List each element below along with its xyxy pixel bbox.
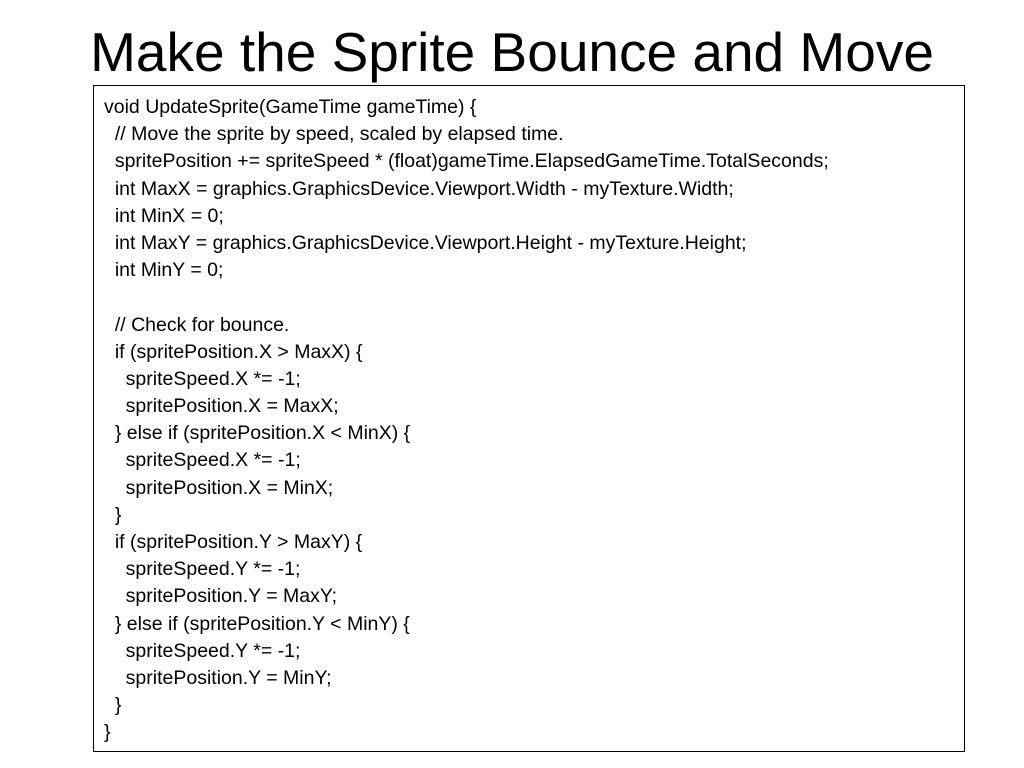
code-line: int MaxY = graphics.GraphicsDevice.Viewport.Height - myTexture.Height; <box>104 231 747 254</box>
code-line: // Move the sprite by speed, scaled by elapsed time. <box>104 123 564 146</box>
code-line: spritePosition.Y = MaxY; <box>104 585 338 608</box>
code-line: // Check for bounce. <box>104 313 290 336</box>
code-line: spritePosition.X = MaxX; <box>104 395 339 418</box>
code-line: spriteSpeed.Y *= -1; <box>104 639 301 662</box>
code-line: } else if (spritePosition.Y < MinY) { <box>104 612 410 635</box>
code-line: spritePosition.Y = MinY; <box>104 666 332 689</box>
code-line: spriteSpeed.X *= -1; <box>104 367 301 390</box>
code-line-blank <box>104 284 964 311</box>
code-line: spritePosition.X = MinX; <box>104 476 334 499</box>
code-line: } <box>104 721 111 744</box>
code-line: } else if (spritePosition.X < MinX) { <box>104 422 411 445</box>
code-line: int MaxX = graphics.GraphicsDevice.Viewport.Width - myTexture.Width; <box>104 177 734 200</box>
code-line: } <box>104 694 122 717</box>
code-line: if (spritePosition.Y > MaxY) { <box>104 531 363 553</box>
code-line: if (spritePosition.X > MaxX) { <box>104 340 363 363</box>
code-line: int MinX = 0; <box>104 204 224 227</box>
code-listing-box <box>93 85 965 752</box>
code-line: int MinY = 0; <box>104 259 224 282</box>
code-line: spriteSpeed.X *= -1; <box>104 449 301 472</box>
code-line: void UpdateSprite(GameTime gameTime) { <box>104 96 477 118</box>
code-line: spritePosition += spriteSpeed * (float)gameTime.ElapsedGameTime.TotalSeconds; <box>104 150 829 173</box>
code-line: } <box>104 503 122 526</box>
slide-title: Make the Sprite Bounce and Move <box>90 21 934 83</box>
code-line: spriteSpeed.Y *= -1; <box>104 558 301 581</box>
